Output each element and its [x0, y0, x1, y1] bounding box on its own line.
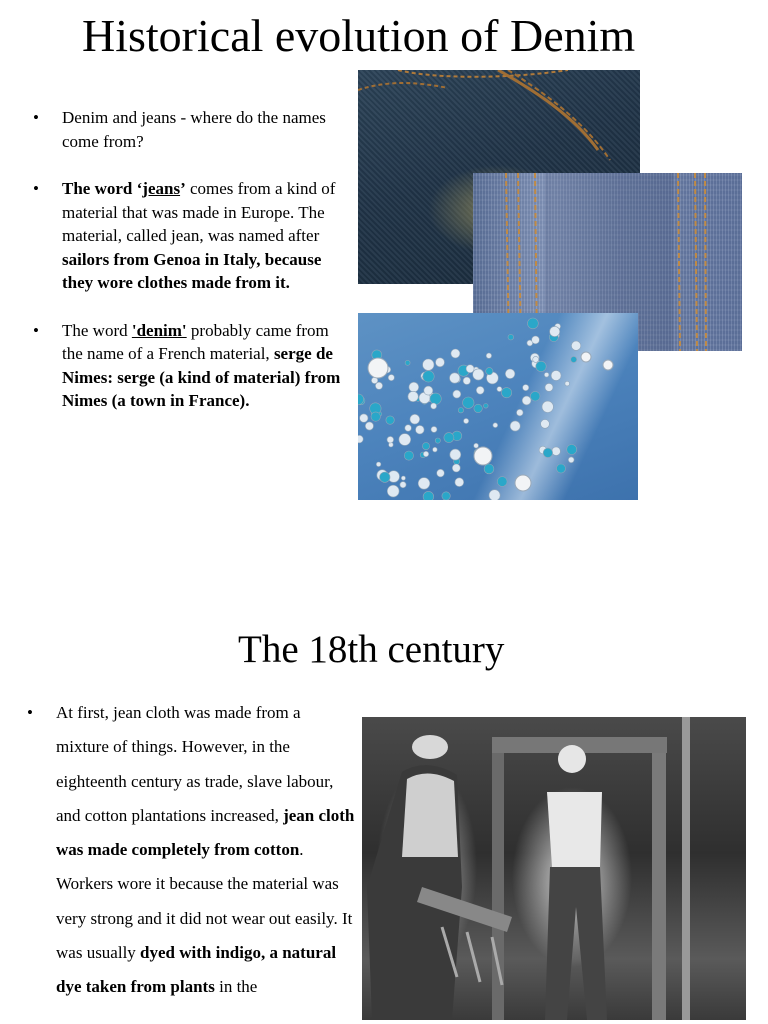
- rhinestone: [453, 390, 461, 398]
- bullet-item: [27, 696, 357, 1005]
- rhinestone: [551, 371, 561, 381]
- rhinestone: [533, 356, 539, 362]
- rhinestone: [474, 404, 482, 412]
- rhinestone: [430, 393, 441, 404]
- rhinestone: [424, 386, 433, 395]
- bullet-text: At first, jean cloth was made from a mixture of things. However, in the eighteenth century as trade, slave labour, and cotton plantations increased,: [56, 703, 334, 825]
- rhinestone: [458, 408, 463, 413]
- rhinestone: [486, 353, 491, 358]
- rhinestone: [423, 359, 434, 370]
- rhinestone: [442, 492, 450, 500]
- rhinestone: [423, 371, 434, 382]
- rhinestone: [484, 404, 489, 409]
- rhinestone: [387, 485, 399, 497]
- rhinestone: [552, 447, 561, 456]
- rhinestone: [416, 425, 425, 434]
- bullet-text: in the: [214, 977, 258, 997]
- rhinestone: [375, 382, 382, 389]
- bullet-item: [33, 319, 343, 413]
- bullet-text: probably came from the name of a French material,: [62, 320, 329, 363]
- cotton-workers-photo: [362, 717, 746, 1020]
- bullet-text: Denim and jeans - where do the names come from?: [62, 108, 326, 151]
- rhinestone: [536, 361, 546, 371]
- rhinestone: [557, 464, 566, 473]
- rhinestone: [433, 447, 438, 452]
- rhinestone: [522, 396, 531, 405]
- rhinestone: [435, 438, 440, 443]
- bullet-item: [33, 177, 343, 295]
- rhinestone: [451, 349, 460, 358]
- rhinestone: [528, 318, 539, 329]
- rhinestone: [409, 382, 419, 392]
- rhinestone: [450, 373, 460, 383]
- rhinestone: [502, 388, 512, 398]
- rhinestone: [568, 457, 574, 463]
- rhinestone: [571, 341, 580, 350]
- rhinestone: [493, 423, 498, 428]
- slide-title: The 18th century: [238, 628, 505, 671]
- rhinestone: [532, 336, 540, 344]
- rhinestone: [418, 478, 430, 490]
- bullet-text-bold: The word ‘: [62, 179, 143, 198]
- rhinestone: [365, 422, 373, 430]
- rhinestone: [523, 385, 529, 391]
- bullet-text-bold: serge de Nimes: serge (a kind of material) from Nimes (a town in France).: [62, 344, 341, 410]
- bullet-list: [33, 106, 343, 437]
- rhinestone: [405, 360, 410, 365]
- slide-18th-century: [0, 600, 768, 1024]
- rhinestone: [386, 416, 394, 424]
- rhinestone: [400, 482, 406, 488]
- bullet-text-bold: sailors from Genoa in Italy, because they wore clothes made from it.: [62, 249, 322, 292]
- bullet-text: The word: [62, 320, 132, 340]
- rhinestone: [476, 386, 484, 394]
- denim-rhinestones-photo: [358, 313, 638, 500]
- rhinestone: [545, 383, 553, 391]
- rhinestone: [486, 368, 493, 375]
- rhinestone: [387, 436, 394, 443]
- bullet-text-bold: dyed with indigo, a natural dye taken from plants: [56, 943, 337, 997]
- rhinestone: [571, 357, 577, 363]
- rhinestone: [376, 462, 381, 467]
- rhinestone: [450, 449, 461, 460]
- rhinestone: [408, 391, 418, 401]
- rhinestone: [360, 414, 368, 422]
- rhinestone-large: [368, 358, 388, 378]
- rhinestone: [544, 373, 549, 378]
- rhinestone: [474, 443, 479, 448]
- rhinestone: [401, 476, 405, 480]
- rhinestone-large: [603, 360, 613, 370]
- slide-title: Historical evolution of Denim: [82, 10, 636, 61]
- rhinestone: [436, 358, 445, 367]
- rhinestone: [466, 365, 474, 373]
- rhinestone: [358, 435, 363, 443]
- rhinestone: [505, 369, 515, 379]
- rhinestone: [404, 451, 413, 460]
- rhinestone: [473, 369, 484, 380]
- rhinestone: [399, 434, 411, 446]
- rhinestone-large: [581, 352, 591, 362]
- bullet-text-bold: jean cloth was made completely from cotton: [56, 805, 355, 860]
- rhinestone: [497, 477, 507, 487]
- rhinestone: [567, 445, 577, 455]
- bullet-item: [33, 106, 343, 153]
- rhinestone: [463, 397, 474, 408]
- rhinestone: [489, 490, 500, 500]
- rhinestone: [380, 472, 390, 482]
- rhinestone: [431, 426, 437, 432]
- bullet-list: [27, 696, 357, 1005]
- rhinestones: [358, 313, 638, 500]
- bullet-text-underlined: jeans: [142, 179, 181, 198]
- rhinestone: [550, 326, 560, 336]
- rhinestone: [444, 433, 454, 443]
- rhinestone: [484, 464, 494, 474]
- rhinestone: [405, 425, 412, 432]
- bullet-text: comes from a kind of material that was made in Europe. The material, called jean, was named after: [62, 179, 336, 245]
- rhinestone: [543, 448, 552, 457]
- rhinestone: [423, 491, 434, 500]
- rhinestone: [463, 377, 470, 384]
- rhinestone: [422, 443, 429, 450]
- rhinestone: [497, 387, 502, 392]
- rhinestone: [542, 401, 553, 412]
- rhinestone: [455, 478, 464, 487]
- rhinestone-large: [515, 475, 531, 491]
- cotton-workers-figures: [362, 717, 746, 1020]
- rhinestone: [510, 421, 520, 431]
- rhinestone: [410, 414, 420, 424]
- rhinestone: [371, 412, 380, 421]
- rhinestone: [565, 381, 570, 386]
- rhinestone: [437, 469, 445, 477]
- rhinestone-large: [474, 447, 492, 465]
- rhinestone: [431, 403, 437, 409]
- rhinestone: [388, 375, 394, 381]
- rhinestone: [541, 420, 550, 429]
- bullet-text-bold: ’: [180, 179, 186, 198]
- bullet-text: . Workers wore it because the material was very strong and it did not wear out easily. It was usually: [56, 840, 353, 963]
- rhinestone: [530, 391, 540, 401]
- rhinestone: [508, 334, 514, 340]
- bullet-text-underlined: 'denim': [131, 320, 187, 340]
- rhinestone: [423, 451, 428, 456]
- rhinestone: [517, 409, 524, 416]
- rhinestone: [452, 464, 460, 472]
- rhinestone: [464, 418, 469, 423]
